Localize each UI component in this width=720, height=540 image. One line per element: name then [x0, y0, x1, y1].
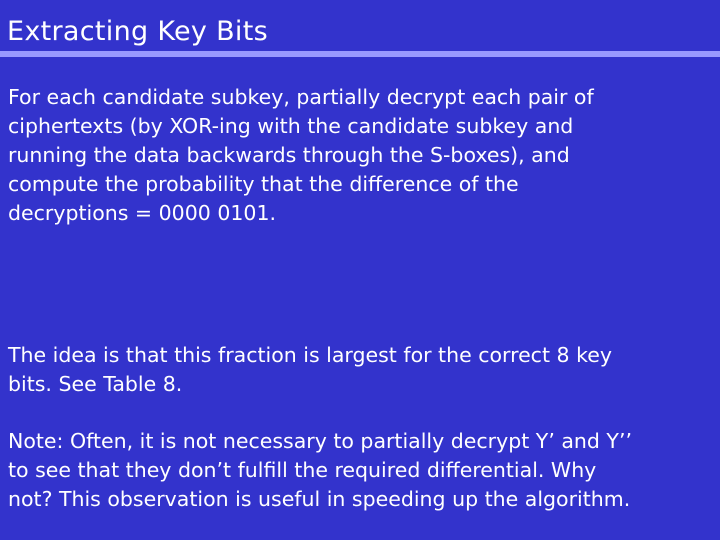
paragraph-method [8, 83, 594, 228]
paragraph-note [8, 427, 632, 514]
paragraph-line: not? This observation is useful in speeding up the algorithm. [8, 487, 631, 511]
paragraph-line: The idea is that this fraction is largest for the correct 8 key [8, 343, 612, 367]
paragraph-line: For each candidate subkey, partially decrypt each pair of [8, 85, 594, 109]
paragraph-line: running the data backwards through the S-boxes), and [8, 143, 570, 167]
paragraph-line: ciphertexts (by XOR-ing with the candidate subkey and [8, 114, 574, 138]
paragraph-line: Note: Often, it is not necessary to partially decrypt Y’ and Y’’ [8, 429, 632, 453]
paragraph-line: compute the probability that the difference of the [8, 172, 519, 196]
title-underline [0, 51, 720, 57]
paragraph-idea [8, 341, 612, 399]
slide-title: Extracting Key Bits [7, 16, 268, 47]
paragraph-line: bits. See Table 8. [8, 372, 183, 396]
paragraph-line: to see that they don’t fulfill the required differential. Why [8, 458, 597, 482]
paragraph-line: decryptions = 0000 0101. [8, 201, 277, 225]
